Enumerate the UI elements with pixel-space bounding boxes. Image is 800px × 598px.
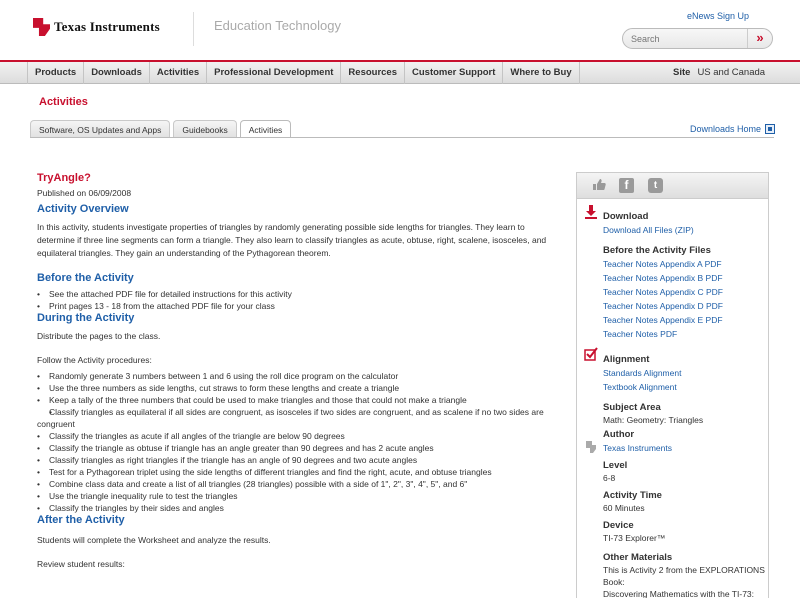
main-nav xyxy=(0,60,800,84)
subject-heading: Subject Area xyxy=(603,402,661,413)
list-item: • Randomly generate 3 numbers between 1 and 6 using the roll dice program on the calculator xyxy=(37,370,547,382)
tab-bar xyxy=(30,120,294,138)
site-value: US and Canada xyxy=(697,67,766,78)
after-text-2: Review student results: xyxy=(37,559,125,569)
alignment-heading: Alignment xyxy=(603,354,650,365)
download-section xyxy=(603,210,768,237)
file-link[interactable]: Teacher Notes Appendix E PDF xyxy=(603,315,723,325)
after-heading: After the Activity xyxy=(37,514,125,526)
tab-software[interactable]: Software, OS Updates and Apps xyxy=(30,120,170,137)
section-title: Education Technology xyxy=(214,18,341,33)
tab-divider xyxy=(30,137,774,138)
textbook-alignment-link[interactable]: Textbook Alignment xyxy=(603,382,677,392)
time-heading: Activity Time xyxy=(603,490,662,501)
tab-guidebooks[interactable]: Guidebooks xyxy=(173,120,236,137)
home-icon xyxy=(765,124,775,134)
downloads-home-label: Downloads Home xyxy=(690,124,762,134)
before-heading: Before the Activity xyxy=(37,272,134,284)
list-item: • Classify the triangle as obtuse if triangle has an angle greater than 90 degrees and has 2 acute angles xyxy=(37,442,547,454)
time-section xyxy=(603,489,768,514)
downloads-home-link[interactable] xyxy=(690,124,775,134)
other-value: This is Activity 2 from the EXPLORATIONS Book: xyxy=(603,565,765,587)
list-item: • Print pages 13 - 18 from the attached PDF file for your class xyxy=(37,300,547,312)
file-link[interactable]: Teacher Notes Appendix C PDF xyxy=(603,287,724,297)
list-item: • Classify the triangles by their sides and angles xyxy=(37,502,547,514)
search-box xyxy=(622,28,773,49)
during-list xyxy=(37,370,547,514)
list-item: • Classify triangles as equilateral if all sides are congruent, as isosceles if two sides are congruent, and as scalene if no two sides are congruent xyxy=(37,406,547,430)
file-link[interactable]: Teacher Notes Appendix A PDF xyxy=(603,259,722,269)
tab-activities[interactable]: Activities xyxy=(240,120,292,138)
during-heading: During the Activity xyxy=(37,312,135,324)
nav-customer-support[interactable]: Customer Support xyxy=(405,62,503,84)
search-input[interactable] xyxy=(631,32,741,46)
ti-logo[interactable] xyxy=(33,18,160,36)
file-link[interactable]: Teacher Notes Appendix D PDF xyxy=(603,301,724,311)
list-item: • Combine class data and create a list of all triangles (28 triangles) possible with a side of 1", 2", 3", 4", 5", and 6" xyxy=(37,478,547,490)
download-all-link[interactable]: Download All Files (ZIP) xyxy=(603,225,694,235)
list-item: • Test for a Pythagorean triplet using the side lengths of different triangles and find the right, acute, and obtuse triangles xyxy=(37,466,547,478)
during-text-1: Distribute the pages to the class. xyxy=(37,331,161,341)
list-item: • Classify triangles as right triangles if the triangle has an angle of 90 degrees and two acute angles xyxy=(37,454,547,466)
header-divider xyxy=(193,12,194,46)
device-heading: Device xyxy=(603,520,634,531)
download-icon xyxy=(584,205,598,219)
activity-sidebar xyxy=(576,172,769,598)
twitter-icon[interactable]: t xyxy=(648,178,663,193)
site-selector[interactable] xyxy=(673,67,765,78)
after-text-1: Students will complete the Worksheet and analyze the results. xyxy=(37,535,271,545)
download-heading: Download xyxy=(603,211,649,222)
before-files-section xyxy=(603,244,768,341)
facebook-icon[interactable]: f xyxy=(619,178,634,193)
enews-signup-link[interactable]: eNews Sign Up xyxy=(687,11,750,21)
other-section xyxy=(603,551,768,598)
nav-professional-development[interactable]: Professional Development xyxy=(207,62,341,84)
before-files-heading: Before the Activity Files xyxy=(603,245,711,256)
brand-name: Texas Instruments xyxy=(54,19,160,34)
published-date: Published on 06/09/2008 xyxy=(37,188,132,198)
share-bar xyxy=(577,173,768,199)
subject-section xyxy=(603,401,768,426)
nav-activities[interactable]: Activities xyxy=(150,62,207,84)
author-heading: Author xyxy=(603,429,635,440)
during-text-2: Follow the Activity procedures: xyxy=(37,355,152,365)
subject-value: Math: Geometry: Triangles xyxy=(603,415,704,425)
file-link[interactable]: Teacher Notes PDF xyxy=(603,329,678,339)
list-item: • Use the triangle inequality rule to test the triangles xyxy=(37,490,547,502)
site-header xyxy=(0,0,800,56)
overview-text: In this activity, students investigate properties of triangles by randomly generating possible side lengths for triangles. They learn to determine if three line segments can form a triangle. They also learn to classify triangles as acute, obtuse, right, scalene, isosceles, and equilateral triangles. They gain an understanding of the Pythagorean theorem. xyxy=(37,222,547,258)
level-heading: Level xyxy=(603,460,628,471)
list-item: • Use the three numbers as side lengths, cut straws to form these lengths and create a triangle xyxy=(37,382,547,394)
level-value: 6-8 xyxy=(603,473,616,483)
level-section xyxy=(603,459,768,484)
alignment-section xyxy=(603,353,768,394)
list-item: • Classify the triangles as acute if all angles of the triangle are below 90 degrees xyxy=(37,430,547,442)
like-icon[interactable] xyxy=(591,178,606,193)
time-value: 60 Minutes xyxy=(603,503,645,513)
device-value: TI-73 Explorer™ xyxy=(603,533,666,543)
overview-heading: Activity Overview xyxy=(37,203,129,215)
nav-where-to-buy[interactable]: Where to Buy xyxy=(503,62,579,84)
activity-content xyxy=(37,172,547,583)
author-icon xyxy=(584,439,598,453)
list-item: • Keep a tally of the three numbers that could be used to make triangles and those that could not make a triangle xyxy=(37,394,547,406)
page-title: Activities xyxy=(39,96,88,108)
device-section xyxy=(603,519,768,544)
author-link[interactable]: Texas Instruments xyxy=(603,443,672,453)
site-label: Site xyxy=(673,67,691,78)
other-value-2: Discovering Mathematics with the TI-73: xyxy=(603,589,755,598)
nav-resources[interactable]: Resources xyxy=(341,62,405,84)
other-heading: Other Materials xyxy=(603,552,673,563)
author-section xyxy=(603,428,768,455)
standards-alignment-link[interactable]: Standards Alignment xyxy=(603,368,682,378)
list-item: • See the attached PDF file for detailed instructions for this activity xyxy=(37,288,547,300)
checkmark-icon xyxy=(584,347,598,361)
before-list xyxy=(37,288,547,312)
activity-title: TryAngle? xyxy=(37,172,91,184)
nav-products[interactable]: Products xyxy=(27,62,84,84)
search-go-button[interactable]: » xyxy=(747,29,772,48)
file-link[interactable]: Teacher Notes Appendix B PDF xyxy=(603,273,723,283)
nav-downloads[interactable]: Downloads xyxy=(84,62,150,84)
ti-logo-icon xyxy=(33,18,50,36)
